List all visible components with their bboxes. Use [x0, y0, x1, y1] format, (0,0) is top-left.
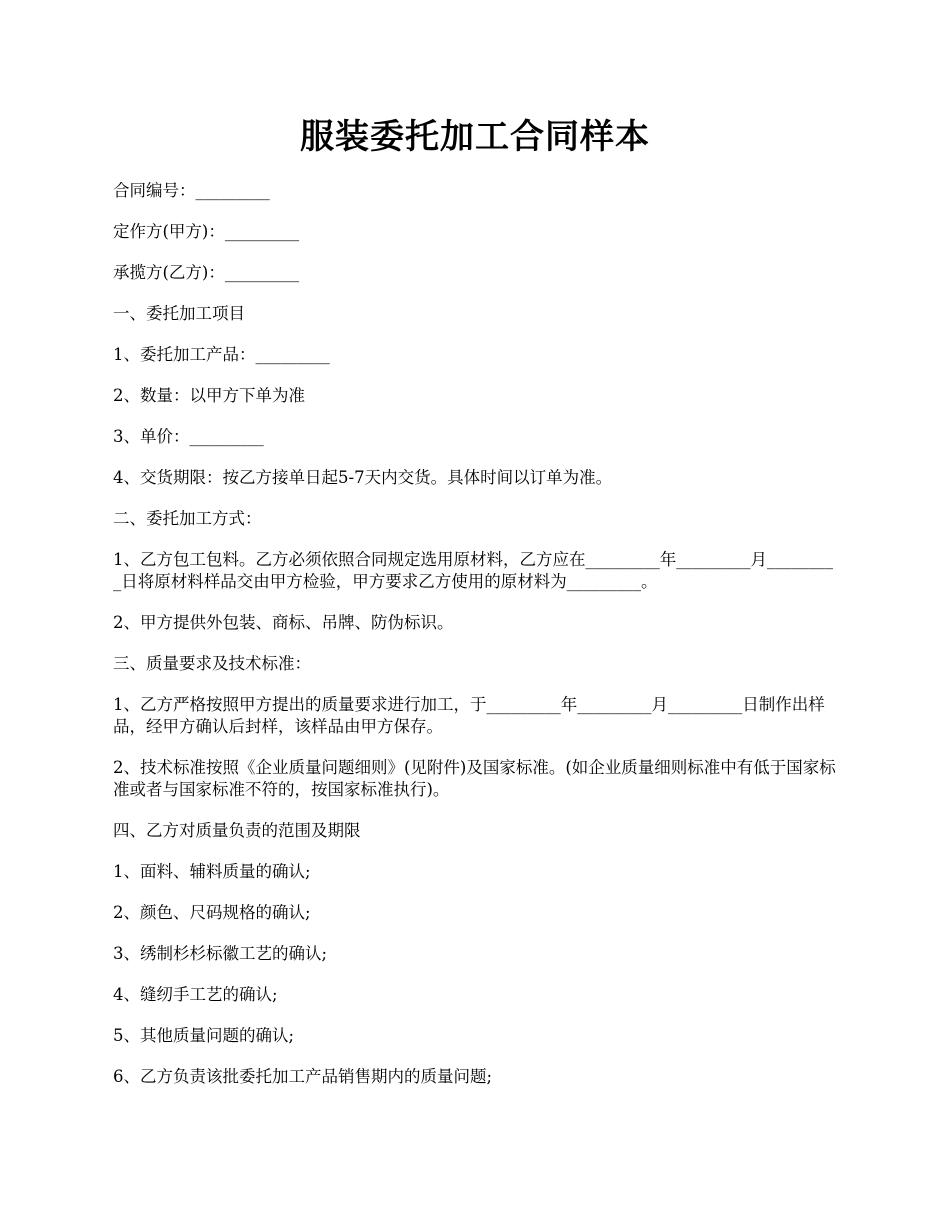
section-heading-3: 三、质量要求及技术标准： — [113, 654, 311, 673]
clause-3-1: 1、乙方严格按照甲方提出的质量要求进行加工，于_________年_________月_________日制作出样品，经甲方确认后封样，该样品由甲方保存。 — [113, 695, 825, 736]
clause-1-3: 3、单价：_________ — [113, 427, 264, 446]
document-body — [113, 180, 841, 1107]
clause-1-4: 4、交货期限：按乙方接单日起5-7天内交货。具体时间以订单为准。 — [113, 468, 613, 487]
clause-1-2: 2、数量：以甲方下单为准 — [113, 386, 305, 405]
clause-4-2: 2、颜色、尺码规格的确认; — [113, 903, 311, 922]
clause-4-6: 6、乙方负责该批委托加工产品销售期内的质量问题; — [113, 1067, 493, 1086]
section-heading-1: 一、委托加工项目 — [113, 304, 245, 323]
clause-1-1: 1、委托加工产品：_________ — [113, 345, 330, 364]
clause-2-1: 1、乙方包工包料。乙方必须依照合同规定选用原材料，乙方应在_________年_________月_________日将原材料样品交由甲方检验，甲方要求乙方使用的原材料为_________。 — [113, 550, 833, 591]
clause-4-5: 5、其他质量问题的确认; — [113, 1026, 295, 1045]
clause-2-2: 2、甲方提供外包装、商标、吊牌、防伪标识。 — [113, 613, 454, 632]
party-a-line: 定作方(甲方)：_________ — [113, 222, 300, 241]
contract-number-line: 合同编号：_________ — [113, 181, 270, 200]
party-b-line: 承揽方(乙方)：_________ — [113, 263, 300, 282]
clause-4-3: 3、绣制杉杉标徽工艺的确认; — [113, 944, 328, 963]
document-title: 服装委托加工合同样本 — [300, 117, 650, 157]
clause-3-2: 2、技术标准按照《企业质量问题细则》(见附件)及国家标准。(如企业质量细则标准中有低于国家标准或者与国家标准不符的，按国家标准执行)。 — [113, 758, 836, 799]
section-heading-4: 四、乙方对质量负责的范围及期限 — [113, 821, 361, 840]
clause-4-1: 1、面料、辅料质量的确认; — [113, 862, 311, 881]
section-heading-2: 二、委托加工方式： — [113, 509, 262, 528]
clause-4-4: 4、缝纫手工艺的确认; — [113, 985, 278, 1004]
